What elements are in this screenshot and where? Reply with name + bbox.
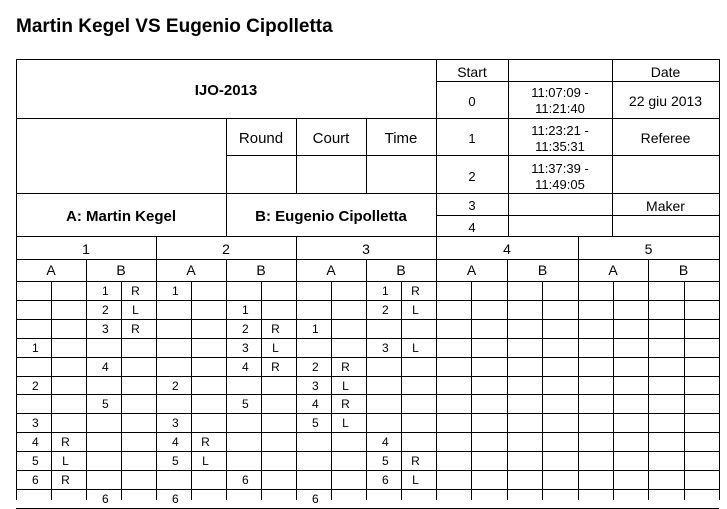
- grid-line: [684, 281, 685, 500]
- grid-line: [296, 281, 297, 500]
- score-cell: 6: [312, 492, 319, 506]
- set-time-end: 11:21:40: [535, 101, 585, 116]
- score-cell: 6: [382, 473, 389, 487]
- round-label: Round: [238, 130, 284, 147]
- set-number: 1: [468, 131, 476, 146]
- grid-line: [16, 300, 719, 301]
- referee-label: Referee: [640, 130, 691, 146]
- grid-line: [16, 489, 719, 490]
- score-cell: 5: [32, 454, 39, 468]
- grid-line: [613, 281, 614, 500]
- score-cell: R: [131, 284, 140, 298]
- score-cell: 5: [312, 416, 319, 430]
- court-label: Court: [312, 130, 350, 147]
- score-cell: L: [342, 379, 349, 393]
- score-cell: R: [61, 473, 70, 487]
- score-cell: L: [412, 473, 419, 487]
- score-cell: 2: [242, 322, 249, 336]
- set-number: 0: [468, 94, 476, 109]
- score-cell: R: [341, 397, 350, 411]
- grid-line: [16, 319, 719, 320]
- date-value: 22 giu 2013: [628, 93, 703, 109]
- score-cell: 1: [312, 322, 319, 336]
- score-cell: L: [342, 416, 349, 430]
- set-time-start: 11:37:39 -: [531, 161, 589, 176]
- set-number: 2: [468, 169, 476, 184]
- score-cell: 6: [102, 492, 109, 506]
- grid-line: [86, 281, 87, 500]
- player-b-name: B: Eugenio Cipolletta: [255, 208, 407, 225]
- score-cell: 3: [242, 341, 249, 355]
- set-time-end: 11:35:31: [535, 139, 585, 154]
- grid-line: [436, 81, 719, 82]
- score-cell: 4: [242, 360, 249, 374]
- date-label: Date: [650, 64, 681, 80]
- grid-line: [366, 118, 367, 193]
- grid-line: [542, 281, 543, 500]
- side-b-header: B: [256, 262, 266, 278]
- score-cell: R: [341, 360, 350, 374]
- score-cell: 1: [102, 284, 109, 298]
- score-cell: 4: [172, 435, 179, 449]
- grid-line: [16, 357, 719, 358]
- grid-line: [507, 259, 508, 500]
- side-a-header: A: [608, 262, 618, 278]
- set-time-start: 11:07:09 -: [531, 85, 589, 100]
- grid-line: [16, 451, 719, 452]
- grid-line: [471, 281, 472, 500]
- score-cell: 4: [312, 397, 319, 411]
- score-cell: L: [412, 341, 419, 355]
- score-cell: 5: [382, 454, 389, 468]
- score-cell: 1: [242, 303, 249, 317]
- score-cell: 5: [242, 397, 249, 411]
- score-cell: L: [272, 341, 279, 355]
- side-b-header: B: [116, 262, 126, 278]
- grid-line: [16, 59, 719, 60]
- score-cell: 3: [102, 322, 109, 336]
- score-cell: 3: [172, 416, 179, 430]
- score-cell: 2: [32, 379, 39, 393]
- score-cell: 2: [172, 379, 179, 393]
- score-cell: R: [201, 435, 210, 449]
- game-header: 3: [362, 241, 370, 257]
- grid-line: [226, 155, 436, 156]
- grid-line: [436, 215, 719, 216]
- grid-line: [296, 118, 297, 193]
- grid-line: [16, 376, 719, 377]
- score-cell: R: [411, 454, 420, 468]
- grid-line: [16, 338, 719, 339]
- score-cell: L: [62, 454, 69, 468]
- score-cell: 1: [172, 284, 179, 298]
- set-number: 3: [468, 198, 476, 213]
- score-cell: R: [271, 360, 280, 374]
- score-cell: L: [412, 303, 419, 317]
- score-cell: 2: [312, 360, 319, 374]
- side-a-header: A: [186, 262, 196, 278]
- grid-line: [156, 281, 157, 500]
- grid-line: [16, 259, 719, 260]
- score-cell: 3: [382, 341, 389, 355]
- page-title: Martin Kegel VS Eugenio Cipolletta: [16, 16, 333, 37]
- score-cell: L: [132, 303, 139, 317]
- grid-line: [719, 59, 720, 500]
- score-cell: R: [61, 435, 70, 449]
- player-a-name: A: Martin Kegel: [65, 208, 176, 225]
- side-b-header: B: [396, 262, 406, 278]
- score-cell: R: [131, 322, 140, 336]
- grid-line: [16, 470, 719, 471]
- grid-line: [436, 193, 719, 194]
- grid-line: [16, 236, 719, 237]
- score-cell: 5: [172, 454, 179, 468]
- game-header: 4: [503, 241, 511, 257]
- grid-line: [366, 281, 367, 500]
- score-cell: 3: [312, 379, 319, 393]
- time-label: Time: [384, 130, 418, 147]
- score-cell: 2: [102, 303, 109, 317]
- grid-line: [648, 259, 649, 500]
- start-label: Start: [457, 64, 487, 80]
- grid-line: [226, 281, 227, 500]
- grid-line: [16, 394, 719, 395]
- side-b-header: B: [537, 262, 548, 278]
- score-cell: 2: [382, 303, 389, 317]
- score-cell: 3: [32, 416, 39, 430]
- side-b-header: B: [678, 262, 689, 278]
- side-a-header: A: [46, 262, 56, 278]
- set-time-end: 11:49:05: [535, 177, 585, 192]
- grid-line: [436, 155, 719, 156]
- score-cell: 1: [382, 284, 389, 298]
- score-cell: 1: [32, 341, 39, 355]
- grid-line: [16, 432, 719, 433]
- set-time-start: 11:23:21 -: [531, 123, 589, 138]
- game-header: 1: [82, 241, 90, 257]
- grid-line: [16, 413, 719, 414]
- score-cell: 4: [382, 435, 389, 449]
- score-cell: 4: [32, 435, 39, 449]
- score-cell: L: [202, 454, 209, 468]
- score-cell: 6: [32, 473, 39, 487]
- event-name: IJO-2013: [194, 82, 258, 99]
- score-cell: 5: [102, 397, 109, 411]
- maker-label: Maker: [646, 198, 685, 214]
- score-cell: R: [271, 322, 280, 336]
- side-a-header: A: [326, 262, 336, 278]
- game-header: 2: [222, 241, 230, 257]
- score-cell: 4: [102, 360, 109, 374]
- score-cell: 6: [172, 492, 179, 506]
- score-cell: R: [411, 284, 420, 298]
- game-header: 5: [644, 241, 653, 257]
- set-number: 4: [468, 220, 476, 235]
- side-a-header: A: [466, 262, 477, 278]
- grid-line: [436, 118, 719, 119]
- grid-line: [16, 281, 17, 500]
- grid-line: [16, 281, 719, 282]
- score-cell: 6: [242, 473, 249, 487]
